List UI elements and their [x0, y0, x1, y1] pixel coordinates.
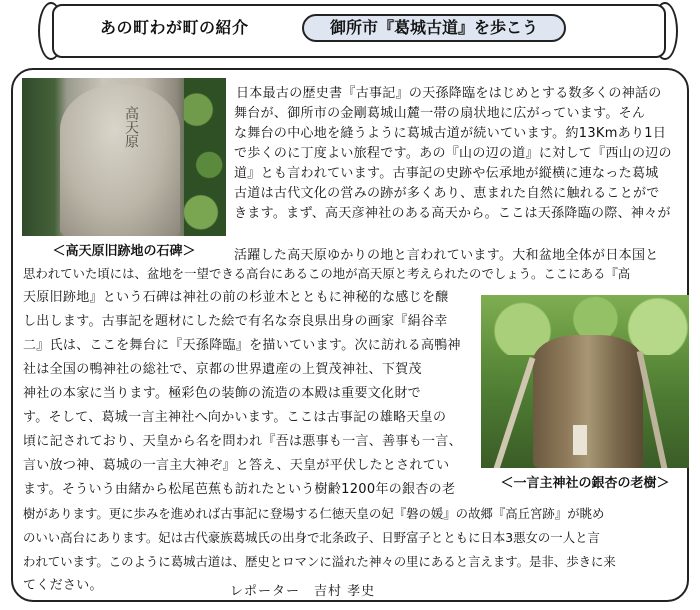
article-line: きます。まず、高天彦神社のある高天から。ここは天孫降臨の際、神々が — [234, 206, 671, 221]
article-line: のいい高台にあります。妃は古代豪族葛城氏の出身で北条政子、日野富子とともに日本3悪女の一人と言 — [23, 530, 600, 545]
ginkgo-tree-photo — [481, 295, 689, 468]
section-title: あの町わが町の紹介 — [100, 18, 249, 37]
article-line: す。そして、葛城一言主神社へ向かいます。ここは古事記の雄略天皇の — [23, 410, 447, 425]
reporter-credit: レポーター 吉村 孝史 — [230, 584, 376, 599]
feature-title: 御所市『葛城古道』を歩こう — [302, 14, 566, 42]
article-line: で歩くのに丁度よい旅程です。あの『山の辺の道』に対して『西山の辺の — [234, 146, 672, 161]
tree-trunk — [533, 335, 643, 468]
foliage — [184, 78, 226, 236]
article-line: 思われていた頃には、盆地を一望できる高台にあるこの地が高天原と考えられたのでしょう。ここにある『高 — [23, 266, 631, 281]
article-line: 社は全国の鴨神社の総社で、京都の世界遺産の上賀茂神社、下賀茂 — [23, 362, 422, 377]
article-line: な舞台の中心地を縫うように葛城古道が続いています。約13Kmあり1日 — [234, 126, 667, 141]
shrine-sign — [573, 425, 587, 455]
article-line: てください。 — [23, 578, 103, 593]
article-line: ます。そういう由緒から松尾芭蕉も訪れたという樹齢1200年の銀杏の老 — [23, 482, 456, 497]
article-line: 神社の本家に当ります。極彩色の装飾の流造の本殿は重要文化財で — [23, 386, 421, 401]
article-line: 樹があります。更に歩みを進めれば古事記に登場する仁徳天皇の妃『磐の媛』の故郷『高丘宮跡』が眺め — [23, 506, 605, 521]
article-line: われています。このように葛城古道は、歴史とロマンに溢れた神々の里にあると言えます。是非、歩きに来 — [23, 554, 616, 569]
article-line: し出します。古事記を題材にした絵で有名な奈良県出身の画家『絹谷幸 — [23, 314, 448, 329]
article-line: 天原旧跡地』という石碑は神社の前の杉並木とともに神秘的な感じを醸 — [23, 290, 449, 305]
article-line: 舞台が、御所市の金剛葛城山麓一帯の扇状地に広がっています。そん — [234, 106, 646, 121]
article-line: 古道は古代文化の営みの跡が多くあり、恵まれた自然に触れることがで — [234, 186, 660, 201]
article-line: 日本最古の歴史書『古事記』の天孫降臨をはじめとする数多くの神話の — [236, 86, 662, 101]
stone-monument — [60, 84, 180, 236]
article-line: 二』氏は、ここを舞台に『天孫降臨』を描いています。次に訪れる高鴨神 — [23, 338, 461, 353]
tree-photo-caption: ＜一言主神社の銀杏の老樹＞ — [500, 476, 670, 491]
article-line: 道』とも言われています。古事記の史跡や伝承地が縦横に連なった葛城 — [234, 166, 659, 181]
stone-monument-photo — [22, 78, 226, 236]
article-line: 頃に記されており、天皇から名を問われ『吾は悪事も一言、善事も一言、 — [23, 434, 462, 449]
article-line: 言い放つ神、葛城の一言主大神ぞ』と答え、天皇が平伏したとされてい — [23, 458, 450, 473]
stone-photo-caption: ＜高天原旧跡地の石碑＞ — [52, 244, 196, 259]
article-line: 活躍した高天原ゆかりの地と言われています。大和盆地全体が日本国と — [234, 248, 659, 263]
stone-inscription: 高天原 — [123, 106, 139, 148]
support-pole — [493, 357, 536, 468]
